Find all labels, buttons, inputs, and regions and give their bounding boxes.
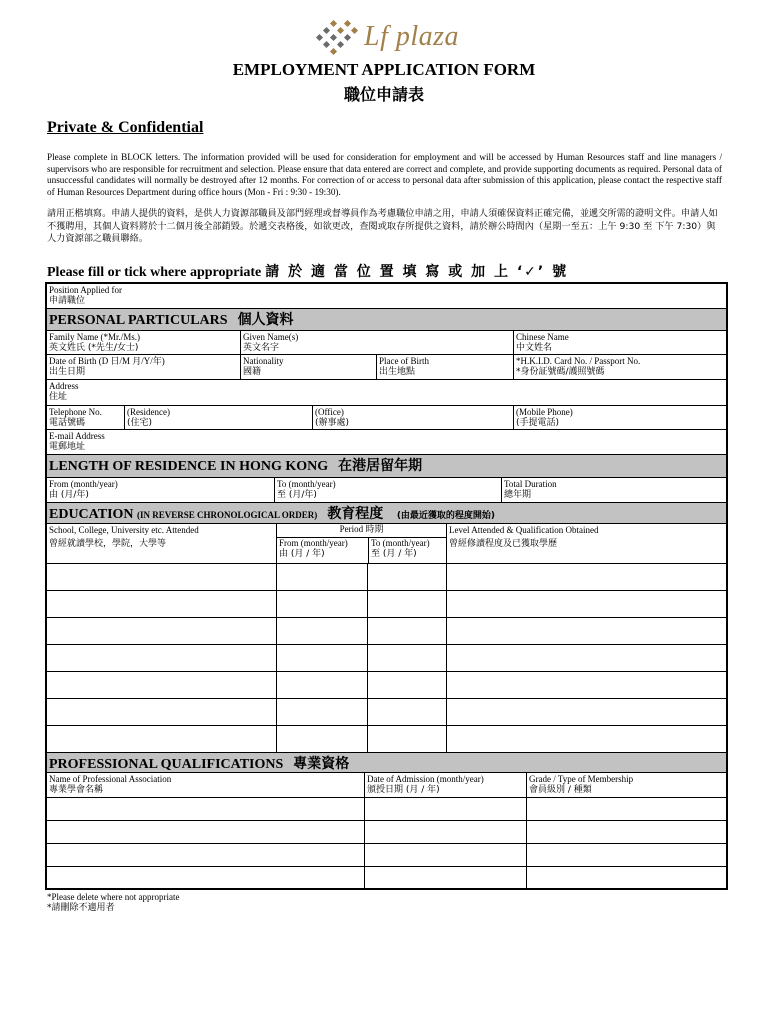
nationality-label-en: Nationality: [243, 356, 284, 366]
chinese-name-field[interactable]: [513, 331, 726, 354]
association-header-en: Name of Professional Association: [49, 774, 172, 784]
education-level-cell[interactable]: [446, 672, 726, 698]
residence-to-label-zh: 至 (月/年): [277, 490, 317, 500]
logo-wordmark: Lf plaza: [364, 21, 460, 52]
education-to-cell[interactable]: [367, 699, 446, 725]
footnote-zh: *請刪除不適用者: [47, 903, 115, 913]
education-from-cell[interactable]: [276, 645, 367, 671]
office-phone-field[interactable]: [312, 406, 513, 429]
address-field[interactable]: [47, 380, 726, 405]
residence-section-header: [47, 455, 726, 478]
school-header-en: School, College, University etc. Attended: [49, 525, 199, 535]
education-row: [47, 564, 726, 591]
education-section-header: [47, 503, 726, 524]
education-from-cell[interactable]: [276, 699, 367, 725]
period-from-header-zh: 由 (月 / 年): [279, 549, 325, 559]
professional-row: [47, 844, 726, 867]
level-header-en: Level Attended & Qualification Obtained: [449, 525, 599, 535]
association-column-header: [47, 773, 364, 797]
place-of-birth-field[interactable]: [376, 355, 513, 379]
education-from-cell[interactable]: [276, 726, 367, 752]
period-header: Period 時期: [277, 524, 446, 538]
personal-section-header: [47, 309, 726, 331]
education-school-cell[interactable]: [47, 645, 276, 671]
education-from-cell[interactable]: [276, 564, 367, 590]
grade-header-zh: 會員級別 / 種類: [529, 785, 592, 795]
education-school-cell[interactable]: [47, 726, 276, 752]
position-label-zh: 申請職位: [49, 296, 86, 306]
telephone-label-zh: 電話號碼: [49, 418, 86, 428]
education-from-cell[interactable]: [276, 672, 367, 698]
education-row: [47, 591, 726, 618]
professional-grade-cell[interactable]: [526, 821, 726, 843]
diamond-lattice-icon: [314, 20, 362, 56]
education-section-title-zh: 教育程度: [327, 506, 384, 522]
given-name-label-zh: 英文名字: [243, 343, 280, 353]
telephone-label-cell: [47, 406, 124, 429]
education-level-cell[interactable]: [446, 618, 726, 644]
education-row: [47, 699, 726, 726]
education-row: [47, 672, 726, 699]
chinese-name-label-zh: 中文姓名: [516, 343, 553, 353]
fill-instruction-zh: 請 於 適 當 位 置 填 寫 或 加 上 ‘✓’ 號: [265, 264, 569, 280]
mobile-phone-label-en: (Mobile Phone): [516, 407, 573, 417]
professional-header-row: [47, 773, 726, 798]
education-school-cell[interactable]: [47, 564, 276, 590]
level-header-zh: 曾經修讀程度及已獲取學歷: [449, 539, 558, 549]
address-row: [47, 380, 726, 406]
dob-field[interactable]: [47, 355, 240, 379]
professional-admission-cell[interactable]: [364, 798, 526, 820]
period-to-header-zh: 至 (月 / 年): [371, 549, 417, 559]
education-row: [47, 645, 726, 672]
association-header-zh: 專業學會名稱: [49, 785, 104, 795]
family-name-label-en: Family Name (*Mr./Ms.): [49, 332, 140, 342]
residence-total-label-zh: 總年期: [504, 490, 532, 500]
education-from-cell[interactable]: [276, 591, 367, 617]
position-field[interactable]: [47, 284, 726, 308]
professional-admission-cell[interactable]: [364, 867, 526, 889]
period-to-header: [368, 538, 446, 563]
dob-label-en: Date of Birth (D 日/M 月/Y/年): [49, 356, 165, 366]
residence-phone-field[interactable]: [124, 406, 312, 429]
residence-section-title-zh: 在港居留年期: [338, 458, 423, 474]
email-label-en: E-mail Address: [49, 431, 105, 441]
grade-column-header: [526, 773, 726, 797]
telephone-row: [47, 406, 726, 430]
professional-section-title-zh: 專業資格: [293, 756, 350, 772]
grade-header-en: Grade / Type of Membership: [529, 774, 634, 784]
education-level-cell[interactable]: [446, 726, 726, 752]
professional-section-header: [47, 753, 726, 773]
professional-association-cell[interactable]: [47, 821, 364, 843]
professional-association-cell[interactable]: [47, 798, 364, 820]
period-from-header: [277, 538, 372, 560]
residence-total-label-en: Total Duration: [504, 479, 557, 489]
education-school-cell[interactable]: [47, 591, 276, 617]
professional-grade-cell[interactable]: [526, 844, 726, 866]
period-from-header-en: From (month/year): [279, 538, 348, 548]
education-section-subtitle-zh: (由最近獲取的程度開始): [396, 511, 496, 521]
address-label-zh: 住址: [49, 392, 68, 402]
education-row: [47, 726, 726, 753]
education-section-subtitle-en: (IN REVERSE CHRONOLOGICAL ORDER): [137, 510, 318, 520]
professional-row: [47, 867, 726, 890]
footnote-en: *Please delete where not appropriate: [47, 892, 180, 902]
name-row: [47, 331, 726, 355]
education-level-cell[interactable]: [446, 699, 726, 725]
admission-header-en: Date of Admission (month/year): [367, 774, 484, 784]
professional-grade-cell[interactable]: [526, 798, 726, 820]
period-to-header-en: To (month/year): [371, 538, 430, 548]
position-row[interactable]: [47, 284, 726, 309]
education-level-cell[interactable]: [446, 645, 726, 671]
professional-grade-cell[interactable]: [526, 867, 726, 889]
residence-section-title-en: LENGTH OF RESIDENCE IN HONG KONG: [49, 459, 329, 474]
email-row: [47, 430, 726, 455]
education-to-cell[interactable]: [367, 564, 446, 590]
period-column-header: [276, 524, 446, 563]
hkid-field[interactable]: [513, 355, 726, 379]
family-name-field[interactable]: [47, 331, 240, 354]
education-school-cell[interactable]: [47, 699, 276, 725]
pob-label-zh: 出生地點: [379, 367, 416, 377]
admission-header-zh: 頒授日期 (月 / 年): [367, 785, 440, 795]
admission-column-header: [364, 773, 526, 797]
given-name-field[interactable]: [240, 331, 513, 354]
application-form: [45, 282, 728, 890]
telephone-label-en: Telephone No.: [49, 407, 102, 417]
education-to-cell[interactable]: [367, 726, 446, 752]
education-from-cell[interactable]: [276, 618, 367, 644]
education-school-cell[interactable]: [47, 618, 276, 644]
office-phone-label-en: (Office): [315, 407, 344, 417]
school-header-zh: 曾經就讀學校，學院，大學等: [49, 539, 167, 549]
residence-to-label-en: To (month/year): [277, 479, 336, 489]
intro-paragraph-zh: 請用正楷填寫。申請人提供的資料，是供人力資源部職員及部門經理或督導員作為考慮職位申請之用，申請人須確保資料正確完備，並遞交所需的證明文件。申請人如不獲聘用，其個人資料將於十二個月後全部銷毀。於遞交表格後，如欲更改，查閱或取存所提供之資料，請於辦公時間內（星期一至五：上午 9:30 至 下午 7:30）與人力資源部之職員聯絡。: [47, 208, 718, 244]
residence-to-field[interactable]: [274, 478, 501, 502]
residence-phone-label-zh: (住宅): [127, 418, 153, 428]
address-label-en: Address: [49, 381, 79, 391]
education-header-row: [47, 524, 726, 564]
education-school-cell[interactable]: [47, 672, 276, 698]
residence-phone-label-en: (Residence): [127, 407, 170, 417]
education-level-cell[interactable]: [446, 564, 726, 590]
nationality-label-zh: 國籍: [243, 367, 262, 377]
family-name-label-zh: 英文姓氏 (*先生/女士): [49, 343, 139, 353]
education-level-cell[interactable]: [446, 591, 726, 617]
form-title-zh: 職位申請表: [343, 85, 424, 104]
chinese-name-label-en: Chinese Name: [516, 332, 569, 342]
intro-paragraph-en: Please complete in BLOCK letters. The information provided will be used for consideration for employment and will be accessed by Human Resources staff and line managers / supervisors who are responsible for recruitment and selection. Please ensure that data entered are correct and complete, and provide supporting documents as required. Personal data of unsuccessful candidates will normally be destroyed after 12 months. For correction of or access to personal data after submission of this application, please contact the respective staff of Human Resources Department during office hours (Mon - Fri : 9:30 - 19:30).: [47, 152, 722, 198]
residence-from-label-en: From (month/year): [49, 479, 118, 489]
company-logo: [314, 20, 464, 60]
professional-association-cell[interactable]: [47, 844, 364, 866]
education-section-title-en: EDUCATION: [49, 507, 134, 522]
pob-label-en: Place of Birth: [379, 356, 429, 366]
professional-row: [47, 821, 726, 844]
dob-label-zh: 出生日期: [49, 367, 86, 377]
personal-section-title-en: PERSONAL PARTICULARS: [49, 313, 228, 328]
form-title-en: EMPLOYMENT APPLICATION FORM: [232, 60, 536, 79]
professional-association-cell[interactable]: [47, 867, 364, 889]
residence-from-label-zh: 由 (月/年): [49, 490, 89, 500]
level-column-header: [446, 524, 726, 563]
birth-row: [47, 355, 726, 380]
position-label-en: Position Applied for: [49, 285, 123, 295]
fill-instruction: [47, 261, 568, 281]
hkid-label-zh: *身份証號碼/護照號碼: [516, 367, 605, 377]
education-to-cell[interactable]: [367, 618, 446, 644]
fill-instruction-en: Please fill or tick where appropriate: [47, 265, 262, 280]
office-phone-label-zh: (辦事處): [315, 418, 350, 428]
professional-section-title-en: PROFESSIONAL QUALIFICATIONS: [49, 757, 284, 772]
email-label-zh: 電郵地址: [49, 442, 86, 452]
nationality-field[interactable]: [240, 355, 376, 379]
professional-row: [47, 798, 726, 821]
hkid-label-en: *H.K.I.D. Card No. / Passport No.: [516, 356, 641, 366]
education-row: [47, 618, 726, 645]
residence-row: [47, 478, 726, 503]
given-name-label-en: Given Name(s): [243, 332, 299, 342]
residence-from-field[interactable]: [47, 478, 274, 502]
email-field[interactable]: [47, 430, 726, 454]
personal-section-title-zh: 個人資料: [237, 312, 294, 328]
education-to-cell[interactable]: [367, 591, 446, 617]
confidential-heading: Private & Confidential: [47, 119, 204, 136]
professional-admission-cell[interactable]: [364, 844, 526, 866]
mobile-phone-field[interactable]: [513, 406, 726, 429]
professional-admission-cell[interactable]: [364, 821, 526, 843]
education-to-cell[interactable]: [367, 672, 446, 698]
education-to-cell[interactable]: [367, 645, 446, 671]
school-column-header: [47, 524, 276, 563]
mobile-phone-label-zh: (手提電話): [516, 418, 560, 428]
residence-total-field[interactable]: [501, 478, 726, 502]
footnote: [47, 892, 179, 914]
